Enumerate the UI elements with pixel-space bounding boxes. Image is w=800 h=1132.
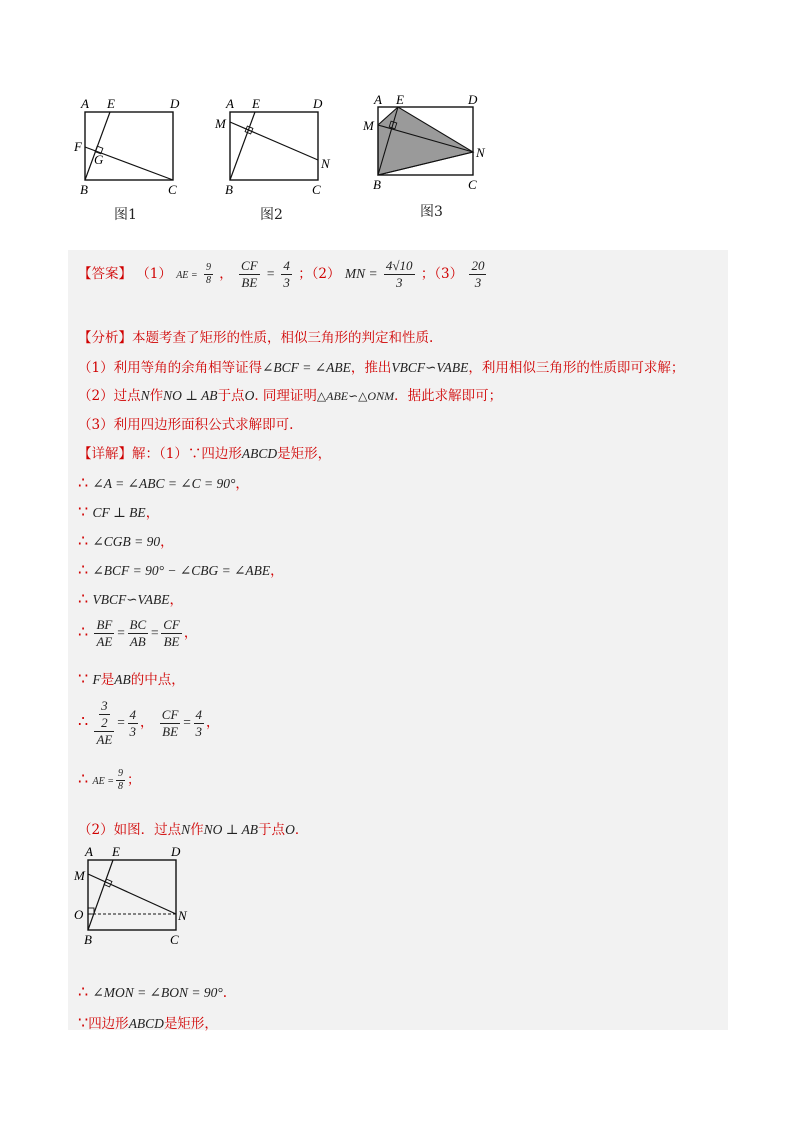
detail-step-8-cf-frac: $\frac{CF}{BE}$ — [161, 706, 179, 739]
fig4-label-e: E — [112, 844, 120, 859]
fig2-label-a: A — [226, 96, 234, 111]
answer-p3-num: 20 — [471, 258, 485, 273]
figure-2 — [214, 96, 331, 197]
fig2-label-c: C — [312, 182, 321, 197]
detail-step-5-tail: ， — [169, 592, 184, 608]
fig2-rectangle — [230, 112, 318, 180]
answer-cf-num: CF — [241, 258, 258, 273]
answer-cf-rnum: 4 — [283, 258, 290, 273]
therefore-symbol: ∴ — [78, 473, 89, 492]
analysis-line-1: 【分析】本题考查了矩形的性质，相似三角形的判定和性质. — [78, 330, 434, 346]
detail-head-tail: 是矩形， — [277, 446, 332, 462]
analysis-line-3-math-4: △ABE∽△ONM — [316, 389, 395, 403]
analysis-line-2 — [78, 356, 684, 376]
analysis-line-2-math-2: VBCF∽VABE — [391, 360, 469, 375]
fig3-caption: 图3 — [420, 204, 443, 220]
analysis-line-3-math-3: O — [244, 388, 255, 403]
therefore-symbol: ∴ — [78, 589, 89, 608]
detail-step-8-tail: ， — [206, 714, 220, 731]
analysis-line-3-math-1: N — [140, 388, 150, 403]
answer-mn-fraction — [384, 258, 415, 291]
fig1-caption: 图1 — [114, 207, 137, 223]
answer-cf-fraction — [239, 258, 260, 291]
fig4-label-a: A — [85, 844, 93, 859]
analysis-line-2-math-1: ∠BCF = ∠ABE — [262, 360, 351, 375]
detail-step-10-math: ∠MON = ∠BON = 90° — [92, 985, 223, 1000]
answer-cf-den: BE — [241, 275, 258, 290]
fig3-label-e: E — [396, 92, 404, 107]
fig3-label-d: D — [468, 92, 478, 107]
detail-step-9-tail: ； — [126, 772, 141, 788]
detail-step-1 — [78, 472, 249, 492]
fig2-caption: 图2 — [260, 207, 283, 223]
equals-sign: = — [150, 625, 160, 640]
analysis-line-3-text-a: （2）过点 — [78, 388, 141, 404]
fig2-line-mn — [230, 122, 318, 160]
fig2-label-m: M — [215, 116, 226, 131]
figures-row — [70, 90, 510, 230]
therefore-symbol: ∴ — [78, 982, 89, 1001]
answer-sep2: ；（2） — [298, 266, 341, 282]
analysis-line-2-text-c: ，利用相似三角形的性质即可求解； — [468, 360, 685, 376]
detail-step-10 — [78, 982, 227, 1001]
answer-sep1: ， — [219, 266, 233, 282]
fig3-label-a: A — [374, 92, 382, 107]
detail-step-6-frac-1: $\frac{BF}{AE}$ — [96, 617, 113, 649]
detail-part-2-text-d: ． — [294, 822, 309, 838]
detail-step-8-frac-right: $\frac{4}{3}$ — [129, 706, 136, 739]
analysis-line-3-text-e: ．据此求解即可； — [394, 388, 503, 404]
detail-step-1-math: ∠A = ∠ABC = ∠C = 90° — [92, 476, 236, 491]
fig4-label-n: N — [178, 908, 187, 923]
answer-mn-num: 4√10 — [385, 258, 413, 273]
fig1-label-a: A — [81, 96, 89, 111]
fig4-label-c: C — [170, 932, 179, 947]
therefore-symbol: ∴ — [78, 711, 89, 731]
because-symbol: ∵ — [78, 502, 89, 521]
analysis-line-3-text-b: 作 — [149, 388, 164, 404]
detail-step-11-math: ABCD — [128, 1016, 164, 1031]
answer-tag: 【答案】 — [78, 266, 132, 282]
fig4-line-be — [88, 860, 113, 930]
detail-head-text: 【详解】解：（1）∵四边形 — [78, 446, 242, 462]
detail-step-10-tail: . — [222, 985, 228, 1001]
answer-ae-num: 9 — [205, 262, 211, 273]
fig1-label-g: G — [94, 152, 104, 167]
answer-cf-rden: 3 — [283, 275, 290, 290]
detail-step-8-compound-fraction: $\frac{\frac{3}{2}}{AE}$ — [96, 698, 113, 747]
analysis-line-2-text-a: （1）利用等角的余角相等证得 — [78, 360, 263, 376]
therefore-symbol: ∴ — [78, 531, 89, 550]
answer-ae-den: 8 — [205, 275, 211, 286]
detail-step-5 — [78, 588, 183, 608]
detail-head — [78, 442, 331, 462]
detail-step-11-text-2: 是矩形， — [163, 1016, 218, 1032]
figure-4 — [72, 840, 212, 950]
fig1-label-b: B — [80, 182, 88, 197]
detail-step-11 — [78, 1012, 218, 1032]
fig3-label-n: N — [476, 145, 485, 160]
because-symbol: ∵ — [78, 669, 89, 688]
answer-ae-lhs: AE = — [176, 270, 198, 281]
answer-line — [78, 258, 488, 291]
detail-step-7 — [78, 668, 185, 688]
detail-part-2-math-1: N — [181, 822, 191, 837]
analysis-line-3-math-2: NO ⊥ AB — [163, 388, 218, 403]
analysis-line-4: （3）利用四边形面积公式求解即可. — [78, 417, 294, 433]
detail-step-3-tail: ， — [160, 534, 174, 550]
detail-step-9-lhs: AE = — [92, 776, 114, 787]
detail-step-3 — [78, 530, 174, 550]
analysis-line-2-text-b: ，推出 — [350, 360, 392, 376]
detail-step-7-text-2: 的中点， — [130, 672, 185, 688]
equals-sign: = — [116, 714, 126, 730]
fig1-label-c: C — [168, 182, 177, 197]
analysis-line-3 — [78, 384, 502, 404]
detail-step-3-math: ∠CGB = 90 — [92, 534, 161, 549]
detail-part-2-head — [78, 818, 308, 838]
analysis-line-3-text-d: . 同理证明 — [254, 388, 317, 404]
figure-1 — [73, 96, 180, 197]
fig4-label-m: M — [74, 868, 85, 883]
answer-p3-den: 3 — [474, 275, 482, 290]
detail-step-4 — [78, 559, 284, 579]
fig3-label-m: M — [363, 118, 374, 133]
answer-mn-lhs: MN = — [344, 266, 378, 281]
answer-mn-den: 3 — [395, 275, 403, 290]
fig2-label-n: N — [321, 156, 330, 171]
answer-cf-right-fraction — [281, 258, 292, 291]
detail-step-9-fraction: $\frac{9}{8}$ — [117, 768, 123, 792]
fig4-label-d: D — [171, 844, 181, 859]
detail-step-11-text-1: 四边形 — [88, 1016, 129, 1032]
detail-step-7-text-1: 是 — [100, 672, 115, 688]
therefore-symbol: ∴ — [78, 769, 89, 788]
detail-step-4-math: ∠BCF = 90° − ∠CBG = ∠ABE — [92, 563, 271, 578]
detail-part-2-math-2: NO ⊥ AB — [203, 822, 259, 837]
equals-sign: = — [182, 714, 192, 730]
therefore-symbol: ∴ — [78, 560, 89, 579]
fig3-label-c: C — [468, 177, 477, 192]
fig4-label-o: O — [74, 907, 84, 922]
fig3-shaded-quad — [378, 107, 473, 175]
detail-step-4-tail: ， — [270, 563, 284, 579]
answer-sep3: ；（3） — [420, 266, 464, 282]
analysis-line-3-text-c: 于点 — [217, 388, 245, 404]
answer-part3-fraction — [469, 258, 486, 291]
detail-step-8-frac-right-2: $\frac{4}{3}$ — [195, 706, 203, 739]
detail-step-6-frac-3: $\frac{CF}{BE}$ — [163, 617, 180, 649]
fig1-label-e: E — [107, 96, 115, 111]
fig1-rectangle — [85, 112, 173, 180]
detail-step-8-sep: ， — [140, 714, 154, 731]
fig4-label-b: B — [84, 932, 92, 947]
because-symbol: ∵ — [78, 1013, 89, 1032]
fig1-label-f: F — [74, 139, 82, 154]
detail-step-6-frac-2: $\frac{BC}{AB}$ — [129, 617, 147, 649]
answer-cf-eq: = — [265, 266, 276, 281]
detail-step-5-math: VBCF∽VABE — [92, 592, 170, 607]
detail-part-2-text-b: 作 — [190, 822, 204, 838]
detail-step-2-math: CF ⊥ BE — [92, 505, 146, 520]
answer-ae-fraction — [204, 262, 213, 287]
detail-head-math: ABCD — [241, 446, 278, 461]
fig2-label-e: E — [252, 96, 260, 111]
fig3-label-b: B — [373, 177, 381, 192]
fig2-label-b: B — [225, 182, 233, 197]
figure-4-svg — [72, 840, 212, 950]
detail-part-2-math-3: O — [285, 822, 295, 837]
figure-3 — [362, 92, 486, 192]
detail-step-6-tail: ， — [183, 625, 198, 641]
equals-sign: = — [116, 625, 126, 640]
detail-step-8 — [78, 698, 220, 748]
answer-part1: （1） — [136, 266, 172, 282]
detail-part-2-text-a: （2）如图．过点 — [78, 822, 182, 838]
detail-step-7-math-2: AB — [114, 672, 131, 687]
detail-step-1-tail: ， — [235, 476, 249, 492]
detail-step-2 — [78, 501, 159, 521]
fig1-label-d: D — [170, 96, 180, 111]
detail-step-9 — [78, 768, 140, 793]
detail-step-2-tail: ， — [145, 505, 160, 521]
fig4-right-angle-2 — [88, 908, 94, 914]
fig2-label-d: D — [313, 96, 323, 111]
therefore-symbol: ∴ — [78, 622, 89, 641]
detail-step-7-math-1: F — [92, 672, 101, 687]
fig2-line-be — [230, 112, 255, 180]
detail-step-6 — [78, 617, 197, 650]
detail-part-2-text-c: 于点 — [258, 822, 286, 838]
fig4-rectangle — [88, 860, 176, 930]
